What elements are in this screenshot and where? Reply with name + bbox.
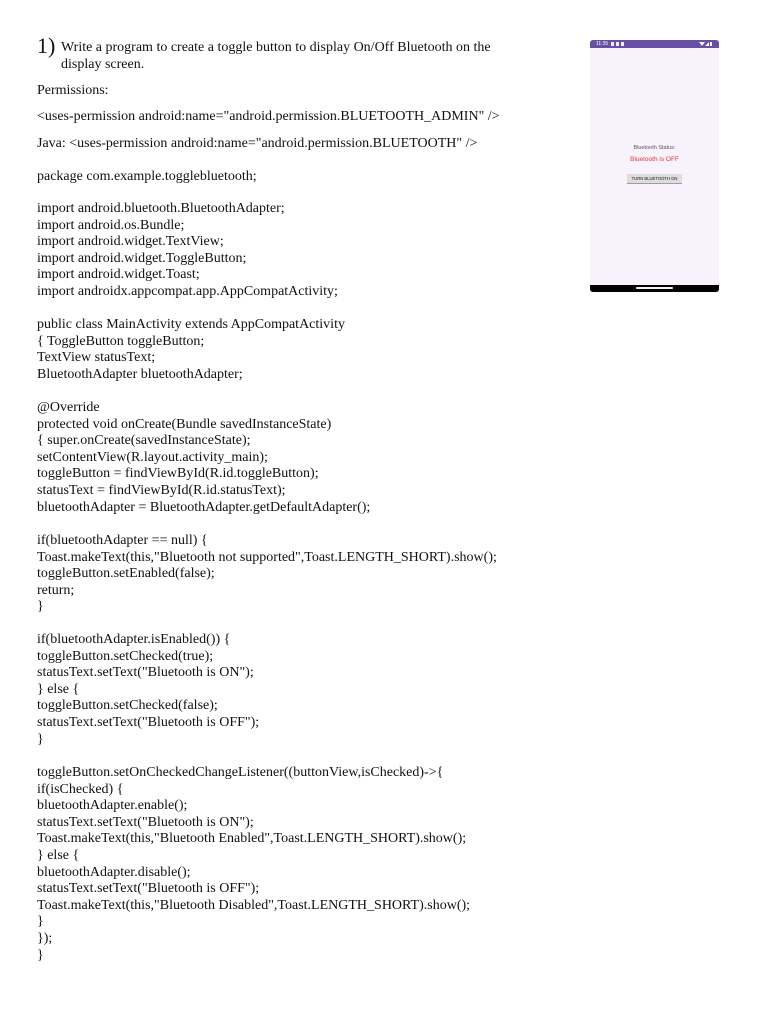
code-line: if(bluetoothAdapter == null) {: [37, 533, 208, 548]
code-line: import android.widget.ToggleButton;: [37, 250, 247, 266]
code-line: }: [37, 914, 44, 930]
code-line: toggleButton.setChecked(false);: [37, 698, 218, 714]
code-line: toggleButton.setChecked(true);: [37, 648, 214, 664]
signal-icon: [705, 42, 709, 46]
code-line: }: [37, 947, 44, 963]
notification-icon: [611, 42, 614, 46]
home-indicator-icon[interactable]: [636, 287, 673, 289]
code-line: import android.os.Bundle;: [37, 217, 185, 233]
code-line: statusText = findViewById(R.id.statusText);: [37, 482, 286, 498]
code-line: return;: [37, 582, 75, 598]
notification-icons: [611, 42, 625, 46]
code-line: bluetoothAdapter.disable();: [37, 864, 191, 880]
code-line: statusText.setText("Bluetooth is ON");: [37, 665, 254, 681]
code-line: statusText.setText("Bluetooth is ON");: [37, 814, 254, 830]
phone-screenshot: [590, 40, 719, 292]
question-number: 1): [37, 33, 56, 58]
code-line: protected void onCreate(Bundle savedInstanceState): [37, 416, 332, 432]
phone-navigation-bar: [590, 285, 719, 292]
oncreate-block: [37, 400, 370, 516]
permission-bluetooth-admin: <uses-permission android:name="android.permission.BLUETOOTH_ADMIN" />: [37, 109, 500, 124]
code-line: TextView statusText;: [37, 350, 156, 366]
code-line: setContentView(R.layout.activity_main);: [37, 449, 268, 465]
question-text: Write a program to create a toggle button to display On/Off Bluetooth on the display screen.: [61, 40, 491, 72]
code-line: @Override: [37, 400, 100, 415]
battery-icon: [710, 42, 712, 46]
enabled-check-block: [37, 632, 259, 748]
bluetooth-status-label: Bluetooth Status:: [633, 145, 676, 151]
bluetooth-status-text: Bluetooth is OFF: [630, 156, 679, 163]
imports-block: [37, 201, 338, 301]
code-line: if(isChecked) {: [37, 781, 124, 797]
listener-block: [37, 765, 470, 964]
code-line: } else {: [37, 847, 80, 863]
permission-bluetooth: Java: <uses-permission android:name="android.permission.BLUETOOTH" />: [37, 136, 478, 151]
code-line: statusText.setText("Bluetooth is OFF");: [37, 714, 260, 730]
question-heading: [37, 34, 517, 73]
permissions-heading: Permissions:: [37, 83, 109, 98]
code-line: { ToggleButton toggleButton;: [37, 333, 205, 349]
code-line: Toast.makeText(this,"Bluetooth Disabled",Toast.LENGTH_SHORT).show();: [37, 897, 471, 913]
code-line: if(bluetoothAdapter.isEnabled()) {: [37, 632, 231, 647]
notification-icon: [621, 42, 624, 46]
code-line: Toast.makeText(this,"Bluetooth Enabled",Toast.LENGTH_SHORT).show();: [37, 831, 467, 847]
phone-status-bar: [590, 40, 719, 48]
code-line: }: [37, 731, 44, 747]
status-time: 11:35: [596, 41, 609, 47]
code-line: Toast.makeText(this,"Bluetooth not supported",Toast.LENGTH_SHORT).show();: [37, 549, 497, 565]
code-line: }: [37, 599, 44, 615]
code-line: });: [37, 930, 53, 946]
code-line: statusText.setText("Bluetooth is OFF");: [37, 881, 260, 897]
code-line: import android.widget.Toast;: [37, 267, 200, 283]
package-line: package com.example.togglebluetooth;: [37, 169, 257, 184]
code-line: toggleButton = findViewById(R.id.toggleButton);: [37, 466, 319, 482]
code-line: toggleButton.setEnabled(false);: [37, 566, 215, 582]
notification-icon: [616, 42, 619, 46]
code-line: public class MainActivity extends AppCompatActivity: [37, 317, 345, 332]
code-line: BluetoothAdapter bluetoothAdapter;: [37, 366, 243, 382]
code-line: { super.onCreate(savedInstanceState);: [37, 433, 251, 449]
code-line: toggleButton.setOnCheckedChangeListener((buttonView,isChecked)->{: [37, 765, 444, 780]
bluetooth-toggle-button[interactable]: TURN BLUETOOTH ON: [627, 174, 682, 184]
null-check-block: [37, 533, 497, 616]
code-line: import android.bluetooth.BluetoothAdapter;: [37, 201, 285, 216]
class-declaration-block: [37, 317, 345, 383]
code-line: import androidx.appcompat.app.AppCompatActivity;: [37, 283, 338, 299]
code-line: } else {: [37, 681, 80, 697]
status-icons: [699, 42, 713, 46]
code-line: bluetoothAdapter.enable();: [37, 798, 188, 814]
code-line: bluetoothAdapter = BluetoothAdapter.getDefaultAdapter();: [37, 499, 371, 515]
code-line: import android.widget.TextView;: [37, 234, 224, 250]
